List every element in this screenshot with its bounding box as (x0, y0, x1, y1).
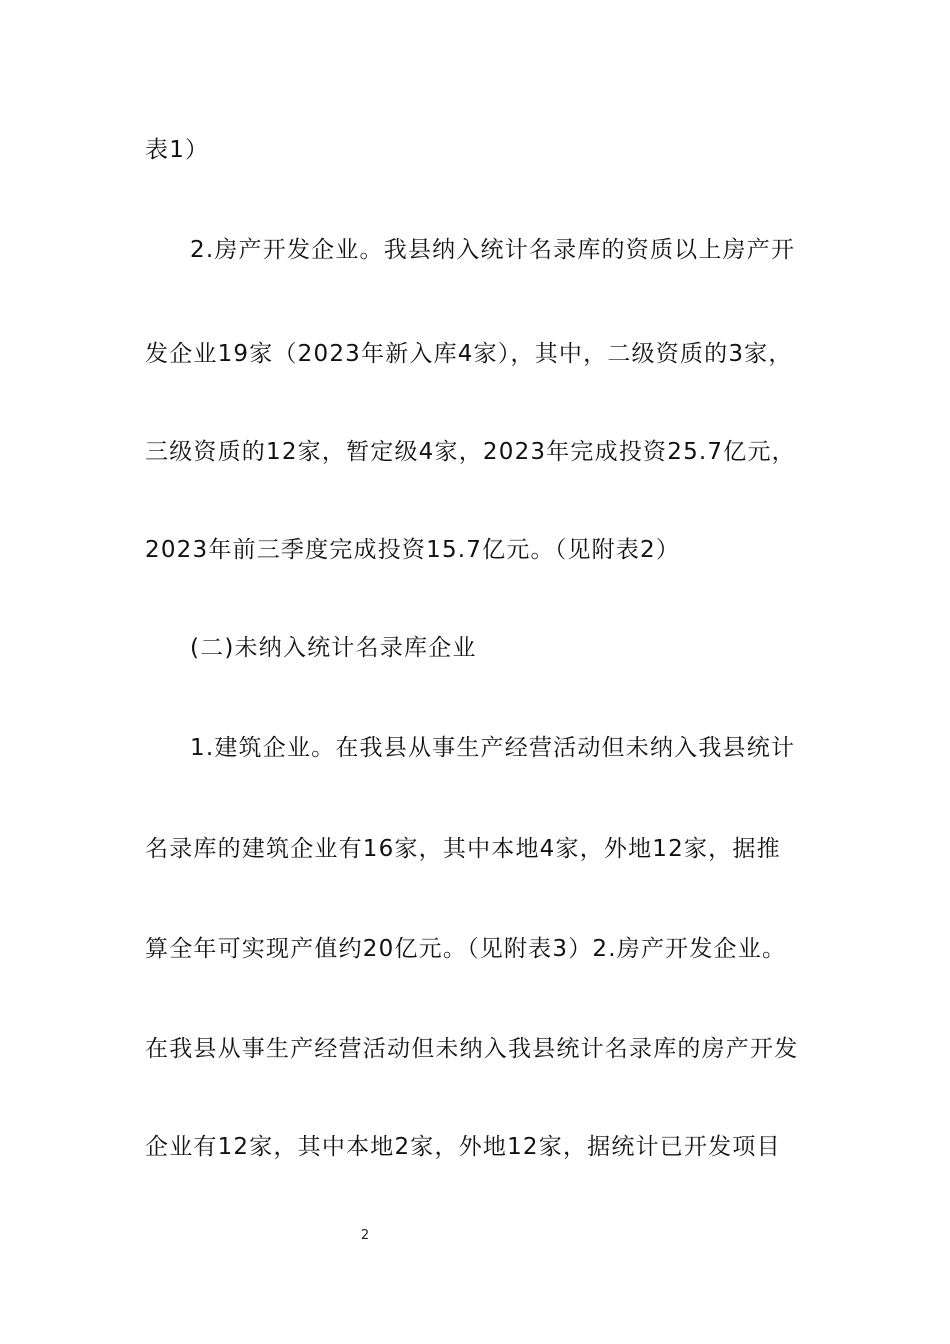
text-line-5: 2023年前三季度完成投资15.7亿元。（见附表2） (145, 537, 681, 563)
text-line-11: 企业有12家，其中本地2家，外地12家，据统计已开发项目 (145, 1134, 781, 1160)
text-line-1: 表1） (145, 137, 210, 163)
section-heading: (二)未纳入统计名录库企业 (190, 635, 477, 661)
text-line-4: 三级资质的12家，暂定级4家，2023年完成投资25.7亿元， (145, 439, 796, 465)
text-line-2: 2.房产开发企业。我县纳入统计名录库的资质以上房产开 (190, 237, 796, 263)
text-line-8: 名录库的建筑企业有16家，其中本地4家，外地12家，据推 (145, 836, 781, 862)
text-line-9: 算全年可实现产值约20亿元。（见附表3）2.房产开发企业。 (145, 936, 787, 962)
text-line-10: 在我县从事生产经营活动但未纳入我县统计名录库的房产开发 (145, 1036, 799, 1062)
page-number: 2 (360, 1228, 370, 1243)
text-line-3: 发企业19家（2023年新入库4家），其中，二级资质的3家， (145, 341, 793, 367)
text-line-7: 1.建筑企业。在我县从事生产经营活动但未纳入我县统计 (190, 735, 796, 761)
